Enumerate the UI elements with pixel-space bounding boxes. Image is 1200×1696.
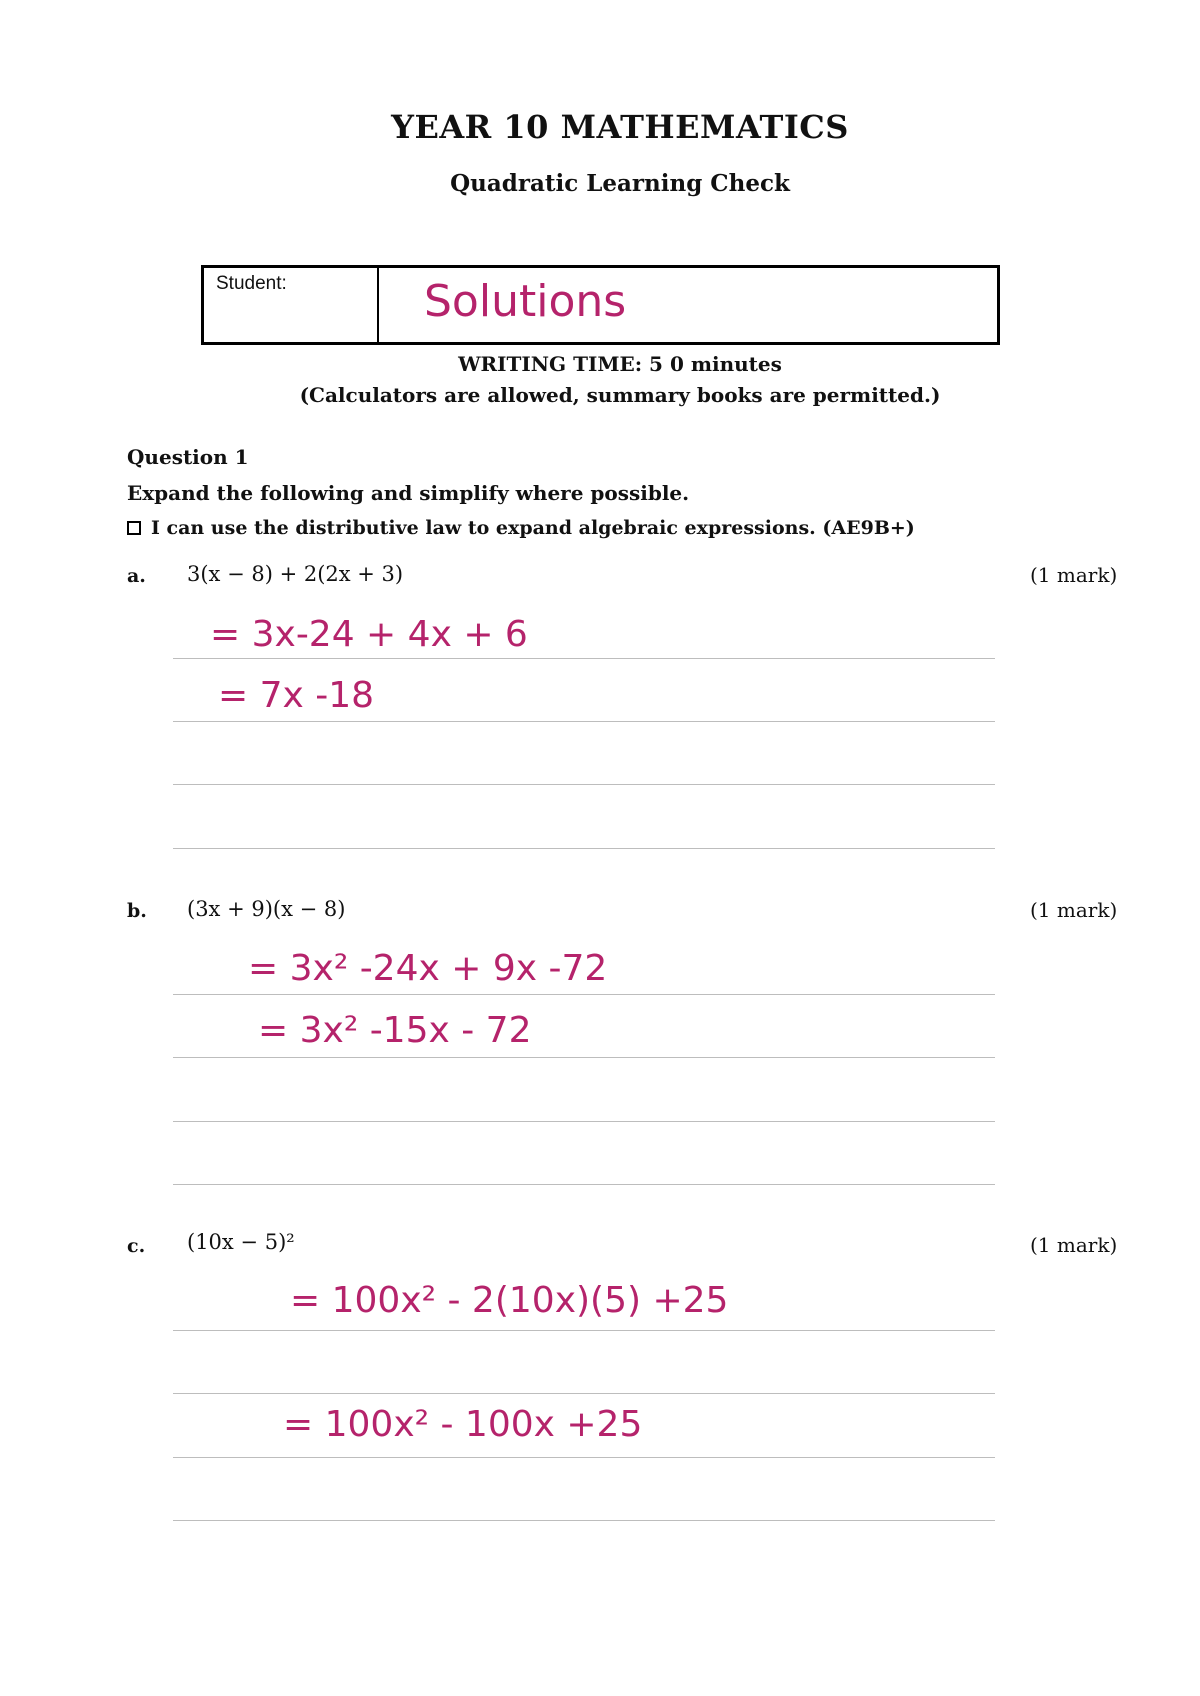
part-b-label: b. [127,900,147,922]
answer-line [173,1121,995,1122]
answer-line [173,1457,995,1458]
part-b-marks: (1 mark) [1030,898,1118,922]
part-c-working-line-1: = 100x² - 2(10x)(5) +25 [290,1280,729,1321]
part-a-expression: 3(x − 8) + 2(2x + 3) [187,562,404,586]
part-c-working-line-2: = 100x² - 100x +25 [283,1404,643,1445]
document-title: YEAR 10 MATHEMATICS [391,108,849,146]
student-label-cell [204,268,379,342]
part-b-working-line-1: = 3x² -24x + 9x -72 [248,948,608,989]
part-a-marks: (1 mark) [1030,563,1118,587]
student-name-handwriting: Solutions [424,276,627,327]
answer-line [173,658,995,659]
question-heading: Question 1 [127,445,249,469]
outcome-checkbox-row [127,517,915,539]
part-c-marks: (1 mark) [1030,1233,1118,1257]
part-c-expression: (10x − 5)² [187,1230,295,1254]
part-b-expression: (3x + 9)(x − 8) [187,897,346,921]
document-subtitle: Quadratic Learning Check [450,170,790,197]
answer-line [173,848,995,849]
answer-line [173,1057,995,1058]
part-a-working-line-1: = 3x-24 + 4x + 6 [210,614,528,655]
student-name-box [201,265,1000,345]
calculator-note: (Calculators are allowed, summary books are permitted.) [299,383,941,407]
answer-line [173,1393,995,1394]
part-b-working-line-2: = 3x² -15x - 72 [258,1010,532,1051]
checkbox-icon[interactable] [127,521,141,535]
part-a-working-line-2: = 7x -18 [218,675,375,716]
part-c-label: c. [127,1235,146,1257]
outcome-text: I can use the distributive law to expand algebraic expressions. (AE9B+) [151,517,915,539]
writing-time: WRITING TIME: 5 0 minutes [458,352,782,376]
part-a-label: a. [127,565,146,587]
answer-line [173,721,995,722]
answer-line [173,784,995,785]
question-instruction: Expand the following and simplify where possible. [127,481,690,505]
student-label: Student: [216,273,287,294]
answer-line [173,1184,995,1185]
answer-line [173,1330,995,1331]
answer-line [173,1520,995,1521]
answer-line [173,994,995,995]
